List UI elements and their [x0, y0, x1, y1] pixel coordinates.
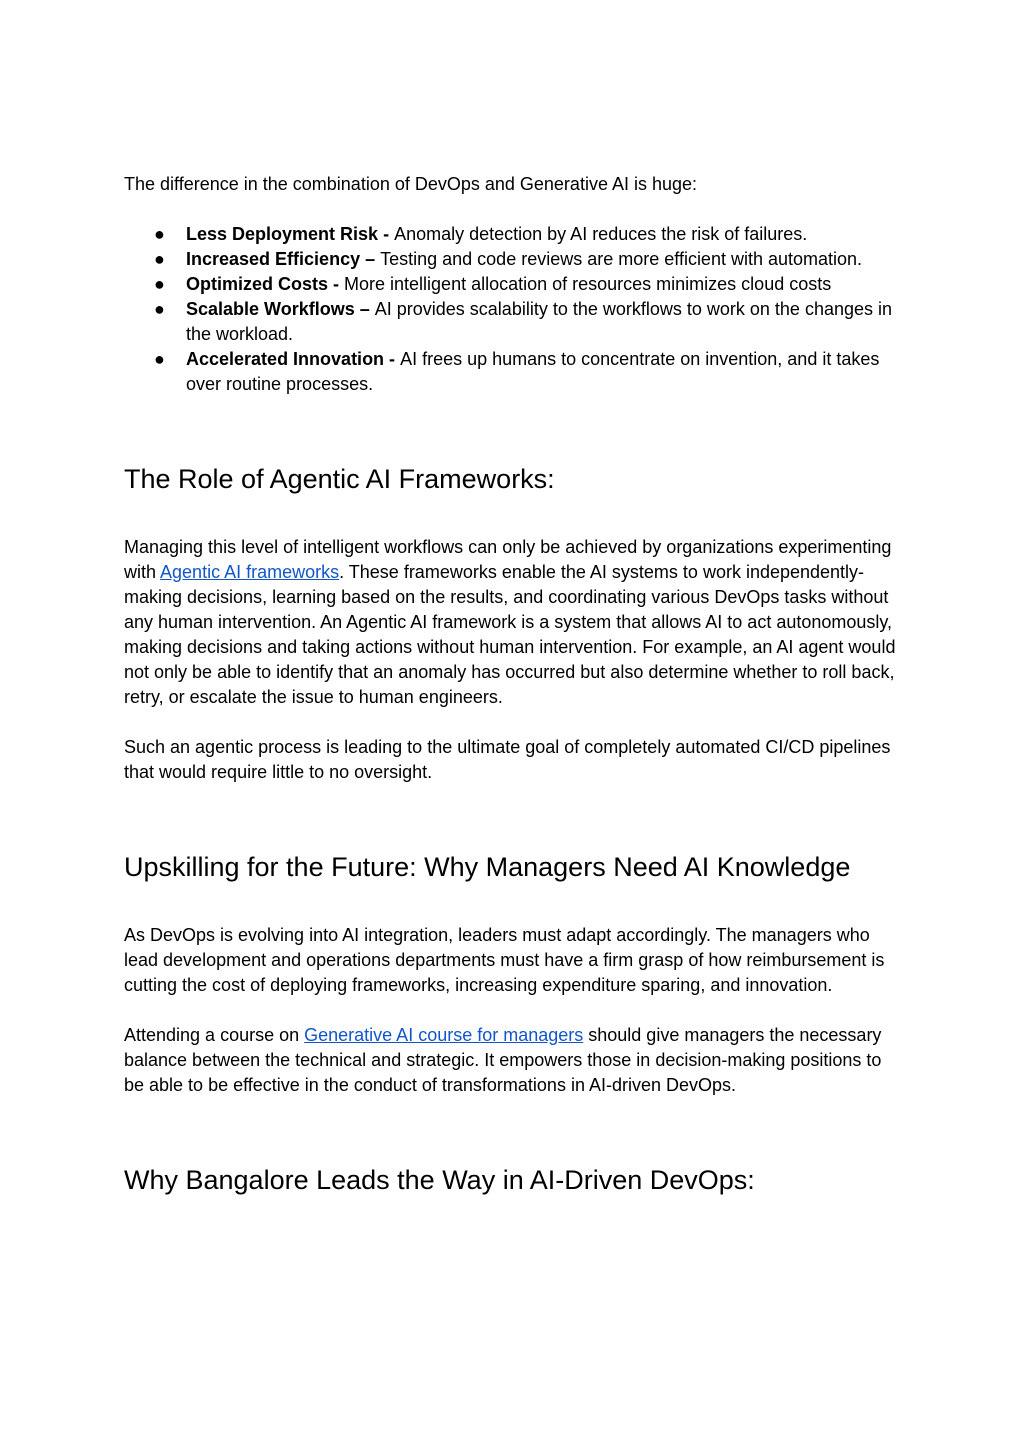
heading-bangalore: Why Bangalore Leads the Way in AI-Driven DevOps: [124, 1165, 755, 1195]
benefits-list [124, 222, 904, 397]
heading-upskilling: Upskilling for the Future: Why Managers Need AI Knowledge [124, 852, 851, 882]
bullet-text: Anomaly detection by AI reduces the risk of failures. [394, 224, 808, 244]
bullet-text: More intelligent allocation of resources minimizes cloud costs [344, 274, 832, 294]
list-item [124, 347, 904, 397]
bullet-text: AI frees up humans to concentrate on invention, and it takes over routine processes. [186, 349, 880, 394]
text: should give managers the necessary balance between the technical and strategic. It empowers those in decision-making positions to be able to be effective in the conduct of transformations in AI-driven DevOps. [124, 1025, 882, 1095]
bullet-icon: ● [154, 299, 165, 319]
bullet-title: Accelerated Innovation - [186, 349, 401, 369]
agentic-paragraph-2: Such an agentic process is leading to the ultimate goal of completely automated CI/CD pipelines that would require little to no oversight. [124, 737, 891, 782]
list-item [124, 222, 904, 247]
bullet-text: Testing and code reviews are more efficient with automation. [380, 249, 863, 269]
upskilling-paragraph-1: As DevOps is evolving into AI integration, leaders must adapt accordingly. The managers who lead development and operations departments must have a firm grasp of how reimbursement is cutting the cost of deploying frameworks, increasing expenditure sparing, and innovation. [124, 925, 885, 995]
bullet-text: AI provides scalability to the workflows to work on the changes in the workload. [186, 299, 893, 344]
text: Attending a course on [124, 1025, 305, 1045]
heading-agentic-ai: The Role of Agentic AI Frameworks: [124, 464, 555, 494]
bullet-icon: ● [154, 274, 165, 294]
list-item [124, 247, 904, 272]
bullet-title: Less Deployment Risk - [186, 224, 395, 244]
list-item [124, 272, 904, 297]
bullet-icon: ● [154, 249, 165, 269]
bullet-icon: ● [154, 224, 165, 244]
document-page [124, 172, 904, 1196]
agentic-paragraph-1 [124, 535, 904, 710]
text: Managing this level of intelligent workflows can only be achieved by organizations experimenting with [124, 537, 892, 582]
list-item [124, 297, 904, 347]
bullet-icon: ● [154, 349, 165, 369]
generative-ai-course-link[interactable]: Generative AI course for managers [304, 1025, 584, 1045]
bullet-title: Optimized Costs - [186, 274, 345, 294]
upskilling-paragraph-2 [124, 1023, 904, 1098]
bullet-title: Scalable Workflows – [186, 299, 375, 319]
intro-paragraph: The difference in the combination of DevOps and Generative AI is huge: [124, 174, 698, 194]
text: . These frameworks enable the AI systems to work independently- making decisions, learning based on the results, and coordinating various DevOps tasks without any human intervention. An Agentic AI framework is a system that allows AI to act autonomously, making decisions and taking actions without human intervention. For example, an AI agent would not only be able to identify that an anomaly has occurred but also determine whether to roll back, retry, or escalate the issue to human engineers. [124, 562, 896, 707]
agentic-ai-frameworks-link[interactable]: Agentic AI frameworks [160, 562, 340, 582]
bullet-title: Increased Efficiency – [186, 249, 381, 269]
